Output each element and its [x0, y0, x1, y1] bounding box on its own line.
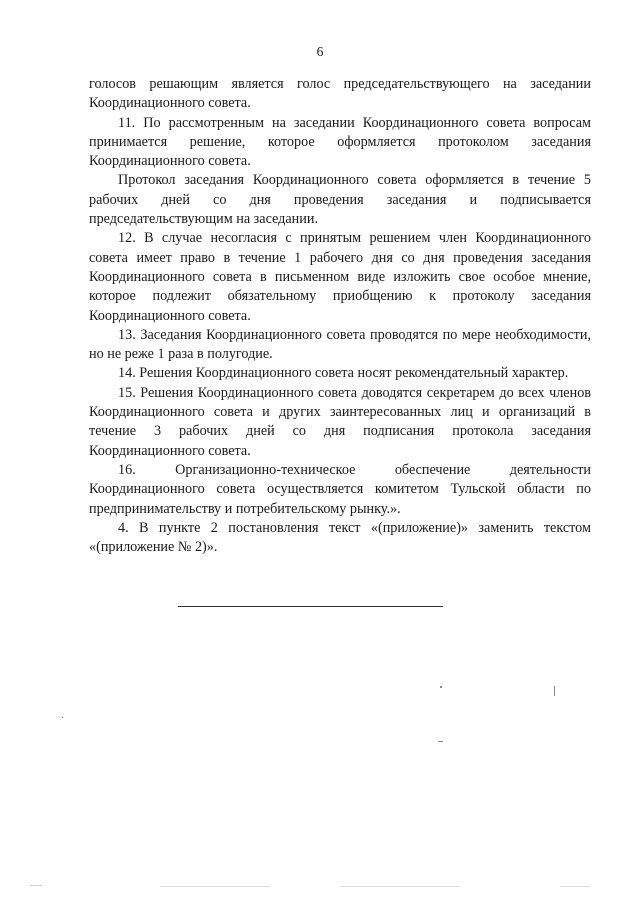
end-separator-line	[178, 606, 443, 607]
paragraph-continuation: голосов решающим является голос председательствующего на заседании Координационного совета.	[89, 76, 591, 112]
paragraph-item-11: 11. По рассмотренным на заседании Координационного совета вопросам принимается решение, которое оформляется протоколом заседания Координационного совета.	[89, 114, 591, 170]
scan-speck	[30, 885, 42, 886]
scan-speck	[340, 886, 460, 887]
document-body	[89, 75, 591, 557]
paragraph-item-14: 14. Решения Координационного совета носят рекомендательный характер.	[118, 365, 569, 382]
scan-speck	[560, 886, 590, 887]
paragraph-protocol: Протокол заседания Координационного совета оформляется в течение 5 рабочих дней со дня проведения заседания и подписывается председательствующим на заседании.	[89, 172, 591, 228]
scan-speck	[160, 886, 270, 887]
page-number: 6	[316, 44, 324, 59]
paragraph-amendment-4: 4. В пункте 2 постановления текст «(приложение)» заменить текстом «(приложение № 2)».	[89, 519, 591, 556]
scan-speck	[62, 717, 63, 718]
paragraph-item-13: 13. Заседания Координационного совета проводятся по мере необходимости, но не реже 1 раза в полугодие.	[89, 326, 591, 363]
paragraph-item-16: 16. Организационно-техническое обеспечение деятельности Координационного совета осуществляется комитетом Тульской области по предпринимательству и потребительскому рынку.».	[89, 461, 591, 517]
paragraph-item-15: 15. Решения Координационного совета доводятся секретарем до всех членов Координационного совета и других заинтересованных лиц и организаций в течение 3 рабочих дней со дня подписания протокола заседания Координационного совета.	[89, 384, 591, 459]
scan-speck	[440, 686, 442, 688]
paragraph-item-12: 12. В случае несогласия с принятым решением член Координационного совета имеет право в течение 1 рабочего дня со дня проведения заседания Координационного совета в письменном виде изложить свое особое мнение, которое подлежит обязательному приобщению к протоколу заседания Координационного совета.	[89, 230, 591, 324]
scan-speck	[438, 741, 443, 742]
scan-speck	[554, 686, 555, 696]
